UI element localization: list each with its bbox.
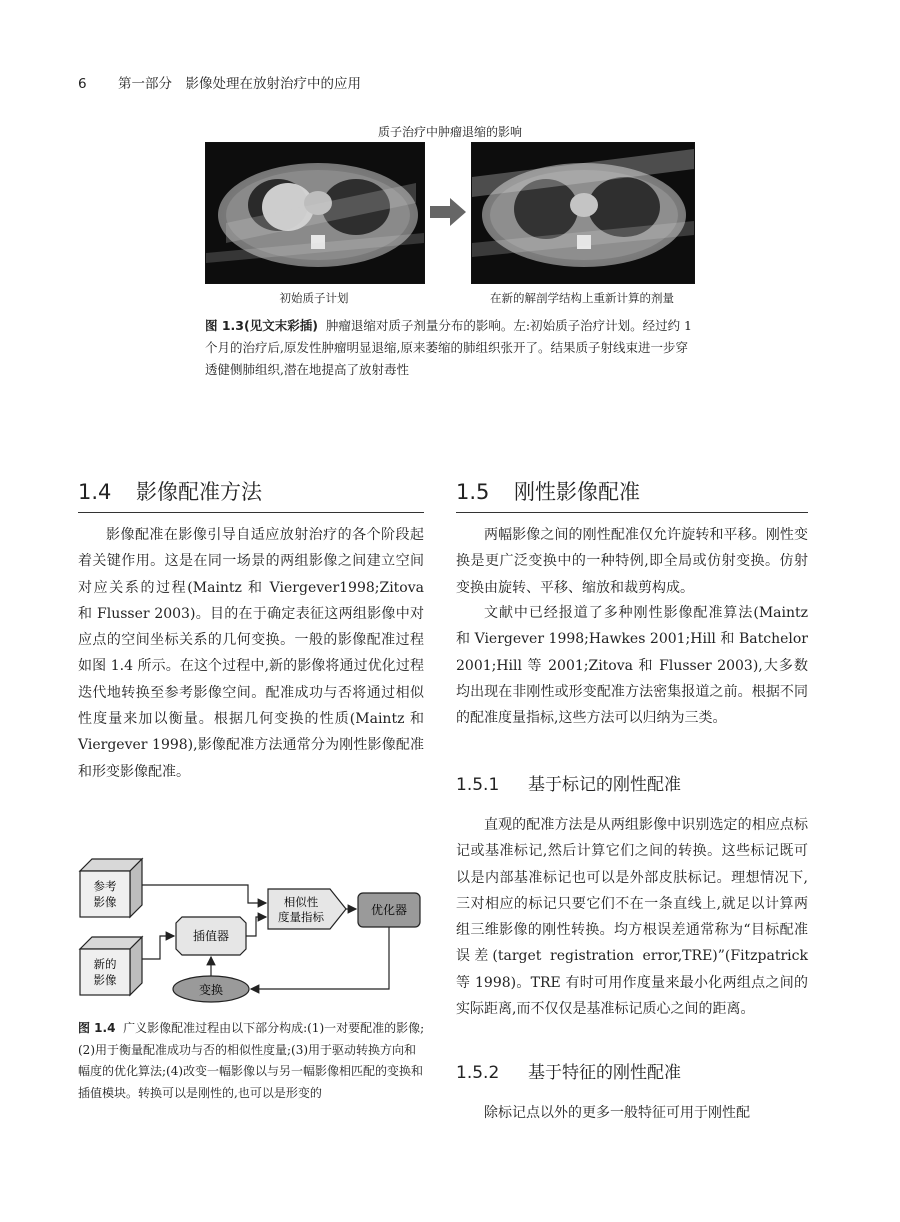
reference-image-label-2: 影像 bbox=[93, 895, 117, 909]
section-number: 1.5 bbox=[456, 480, 490, 504]
page-number: 6 bbox=[78, 76, 87, 92]
optimizer-label: 优化器 bbox=[370, 903, 408, 917]
reference-image-label-1: 参考 bbox=[93, 879, 117, 893]
ct-scan-left-image bbox=[206, 143, 424, 283]
section-1-4-heading bbox=[78, 476, 424, 513]
caption-label: 图 1.3(见文末彩插) bbox=[205, 318, 318, 333]
similarity-label-2: 度量指标 bbox=[278, 910, 324, 924]
figure-left-label: 初始质子计划 bbox=[279, 291, 349, 305]
section-1-5-1-heading bbox=[456, 770, 681, 795]
section-number: 1.4 bbox=[78, 480, 112, 504]
ct-scan-right-image bbox=[472, 143, 694, 283]
transform-box bbox=[173, 976, 249, 1002]
figure-1-3-caption bbox=[205, 315, 700, 381]
caption-label: 图 1.4 bbox=[78, 1021, 116, 1035]
transform-label: 变换 bbox=[198, 983, 224, 997]
section-1-5-paragraph-1: 两幅影像之间的刚性配准仅允许旋转和平移。刚性变换是更广泛变换中的一种特例,即全局或仿射变换。仿射变换由旋转、平移、缩放和裁剪构成。 bbox=[456, 527, 808, 596]
figure-right-label: 在新的解剖学结构上重新计算的剂量 bbox=[490, 291, 674, 305]
optimizer-box bbox=[358, 893, 420, 927]
similarity-label-1: 相似性 bbox=[283, 895, 319, 909]
interpolator-label: 插值器 bbox=[192, 929, 230, 943]
arrow-right-icon bbox=[430, 198, 466, 226]
similarity-metric-box bbox=[268, 889, 346, 929]
interpolator-box bbox=[176, 917, 246, 955]
ct-image-initial-plan bbox=[205, 142, 425, 284]
running-header bbox=[78, 72, 361, 92]
new-image-box bbox=[80, 937, 142, 995]
subsection-number: 1.5.1 bbox=[456, 775, 500, 795]
section-title: 刚性影像配准 bbox=[514, 480, 640, 504]
section-1-4-paragraph: 影像配准在影像引导自适应放射治疗的各个阶段起着关键作用。这是在同一场景的两组影像之间建立空间对应关系的过程(Maintz 和 Viergever1998;Zitova 和 Flusser 2003)。目的在于确定表征这两组影像中对应点的空间坐标关系的几何变换。一般的影像配准过程如图 1.4 所示。在这个过程中,新的影像将通过优化过程迭代地转换至参考影像空间。配准成功与否将通过相似性度量来加以衡量。根据几何变换的性质(Maintz 和 Viergever 1998),影像配准方法通常分为刚性影像配准和形变影像配准。 bbox=[78, 527, 424, 780]
header-title: 第一部分 影像处理在放射治疗中的应用 bbox=[118, 76, 361, 92]
section-1-5-1-paragraph: 直观的配准方法是从两组影像中识别选定的相应点标记或基准标记,然后计算它们之间的转换。这些标记既可以是内部基准标记也可以是外部皮肤标记。理想情况下,三对相应的标记只要它们不在一条直线上,就足以计算两组三维影像的刚性转换。均方根误差通常称为“目标配准误差(target registration error,TRE)”(Fitzpatrick 等 1998)。TRE 有时可用作度量来最小化两组点之间的实际距离,而不仅仅是基准标记质心之间的距离。 bbox=[456, 817, 808, 1018]
new-image-label-1: 新的 bbox=[93, 957, 117, 971]
subsection-number: 1.5.2 bbox=[456, 1063, 500, 1083]
caption-text: 肿瘤退缩对质子剂量分布的影响。左:初始质子治疗计划。经过约 1 个月的治疗后,原发性肿瘤明显退缩,原来萎缩的肺组织张开了。结果质子射线束进一步穿透健侧肺组织,潜在地提高了放射毒性 bbox=[205, 318, 693, 377]
section-title: 影像配准方法 bbox=[136, 480, 262, 504]
ct-image-recalculated-dose bbox=[471, 142, 695, 284]
section-1-5-paragraph-2: 文献中已经报道了多种刚性影像配准算法(Maintz 和 Viergever 1998;Hawkes 2001;Hill 和 Batchelor 2001;Hill 等 2001;Zitova 和 Flusser 2003),大多数均出现在非刚性或形变配准方法密集报道之前。根据不同的配准度量指标,这些方法可以归纳为三类。 bbox=[456, 605, 808, 727]
subsection-title: 基于标记的刚性配准 bbox=[528, 775, 681, 795]
caption-text: 广义影像配准过程由以下部分构成:(1)一对要配准的影像;(2)用于衡量配准成功与否的相似性度量;(3)用于驱动转换方向和幅度的优化算法;(4)改变一幅影像以与另一幅影像相匹配的变换和插值模块。转换可以是刚性的,也可以是形变的 bbox=[78, 1021, 425, 1100]
section-1-5-2-heading bbox=[456, 1058, 681, 1083]
section-1-5-2-paragraph: 除标记点以外的更多一般特征可用于刚性配 bbox=[484, 1105, 750, 1121]
figure-1-3-title: 质子治疗中肿瘤退缩的影响 bbox=[377, 125, 522, 139]
figure-1-4-caption bbox=[78, 1018, 428, 1104]
figure-1-4-diagram bbox=[78, 855, 428, 1010]
reference-image-box bbox=[80, 859, 142, 917]
subsection-title: 基于特征的刚性配准 bbox=[528, 1063, 681, 1083]
section-1-5-heading bbox=[456, 476, 808, 513]
new-image-label-2: 影像 bbox=[93, 973, 117, 987]
